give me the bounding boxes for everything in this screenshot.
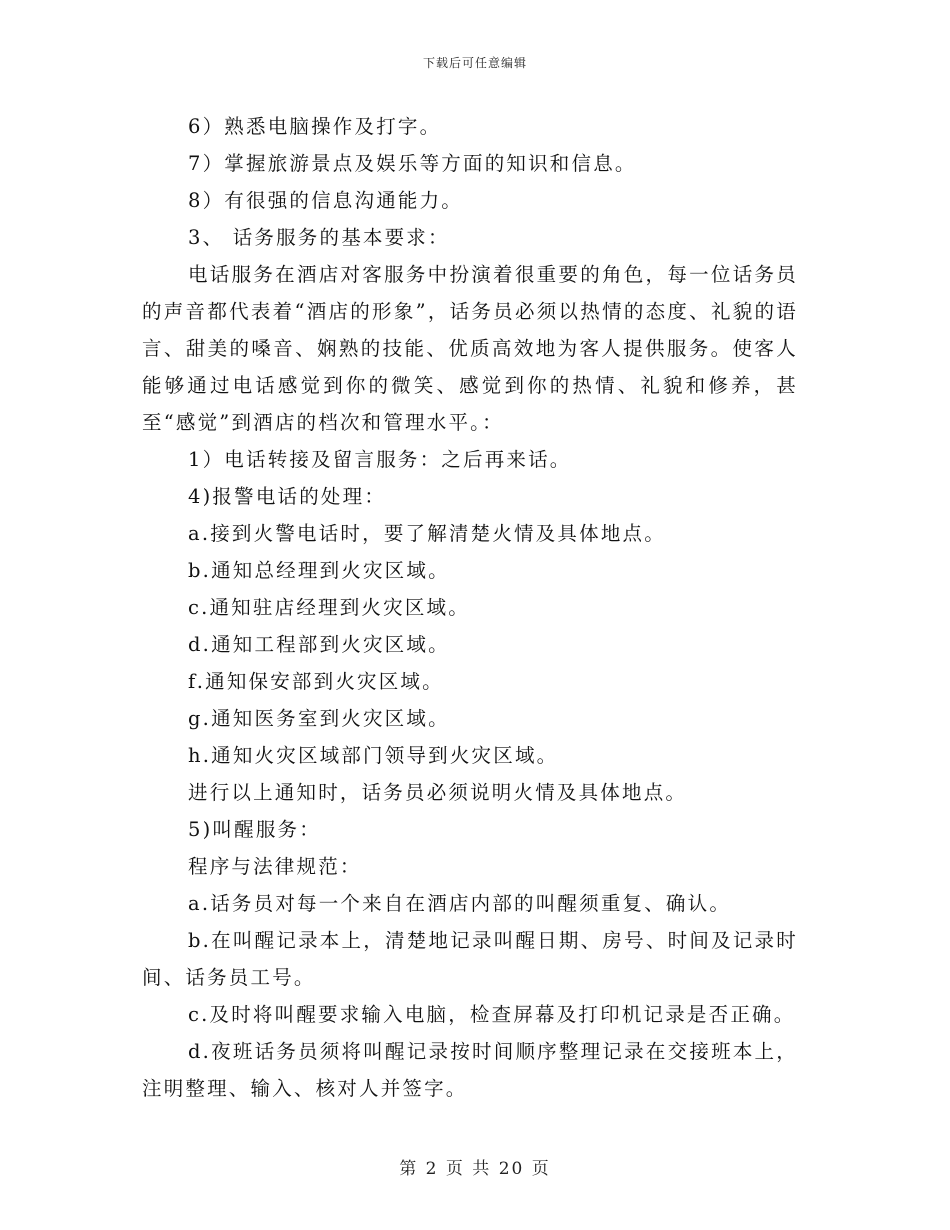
- paragraph-14: h.通知火灾区域部门领导到火灾区域。: [188, 744, 559, 767]
- paragraph-16: 5)叫醒服务：: [188, 818, 321, 841]
- paragraph-18: a.话务员对每一个来自在酒店内部的叫醒须重复、确认。: [188, 892, 732, 915]
- section-heading-3: 3、 话务服务的基本要求：: [188, 226, 450, 249]
- paragraph-8: a.接到火警电话时，要了解清楚火情及具体地点。: [188, 522, 666, 545]
- paragraph-2: 7）掌握旅游景点及娱乐等方面的知识和信息。: [188, 152, 637, 175]
- paragraph-10: c.通知驻店经理到火灾区域。: [188, 596, 470, 619]
- paragraph-12: f.通知保安部到火灾区域。: [188, 670, 444, 693]
- page-header: 下载后可任意编辑: [422, 56, 527, 70]
- paragraph-19: b.在叫醒记录本上，清楚地记录叫醒日期、房号、时间及记录时间、话务员工号。: [142, 929, 798, 989]
- paragraph-21: d.夜班话务员须将叫醒记录按时间顺序整理记录在交接班本上，注明整理、输入、核对人并签字。: [142, 1040, 798, 1100]
- paragraph-7: 4)报警电话的处理：: [188, 485, 387, 508]
- page-number-footer: 第 2 页 共 20 页: [399, 1159, 551, 1179]
- document-body: [142, 108, 798, 1107]
- paragraph-5: 电话服务在酒店对客服务中扮演着很重要的角色，每一位话务员的声音都代表着“酒店的形象”，话务员必须以热情的态度、礼貌的语言、甜美的嗓音、娴熟的技能、优质高效地为客人提供服务。使客人能够通过电话感觉到你的微笑、感觉到你的热情、礼貌和修养，甚至“感觉”到酒店的档次和管理水平。：: [142, 263, 798, 434]
- paragraph-13: g.通知医务室到火灾区域。: [188, 707, 450, 730]
- paragraph-6: 1）电话转接及留言服务：之后再来话。: [188, 448, 572, 471]
- paragraph-1: 6）熟悉电脑操作及打字。: [188, 115, 442, 138]
- paragraph-17: 程序与法律规范：: [188, 855, 362, 878]
- paragraph-3: 8）有很强的信息沟通能力。: [188, 189, 464, 212]
- paragraph-15: 进行以上通知时，话务员必须说明火情及具体地点。: [188, 781, 688, 804]
- paragraph-20: c.及时将叫醒要求输入电脑，检查屏幕及打印机记录是否正确。: [188, 1003, 796, 1026]
- paragraph-9: b.通知总经理到火灾区域。: [188, 559, 450, 582]
- paragraph-11: d.通知工程部到火灾区域。: [188, 633, 450, 656]
